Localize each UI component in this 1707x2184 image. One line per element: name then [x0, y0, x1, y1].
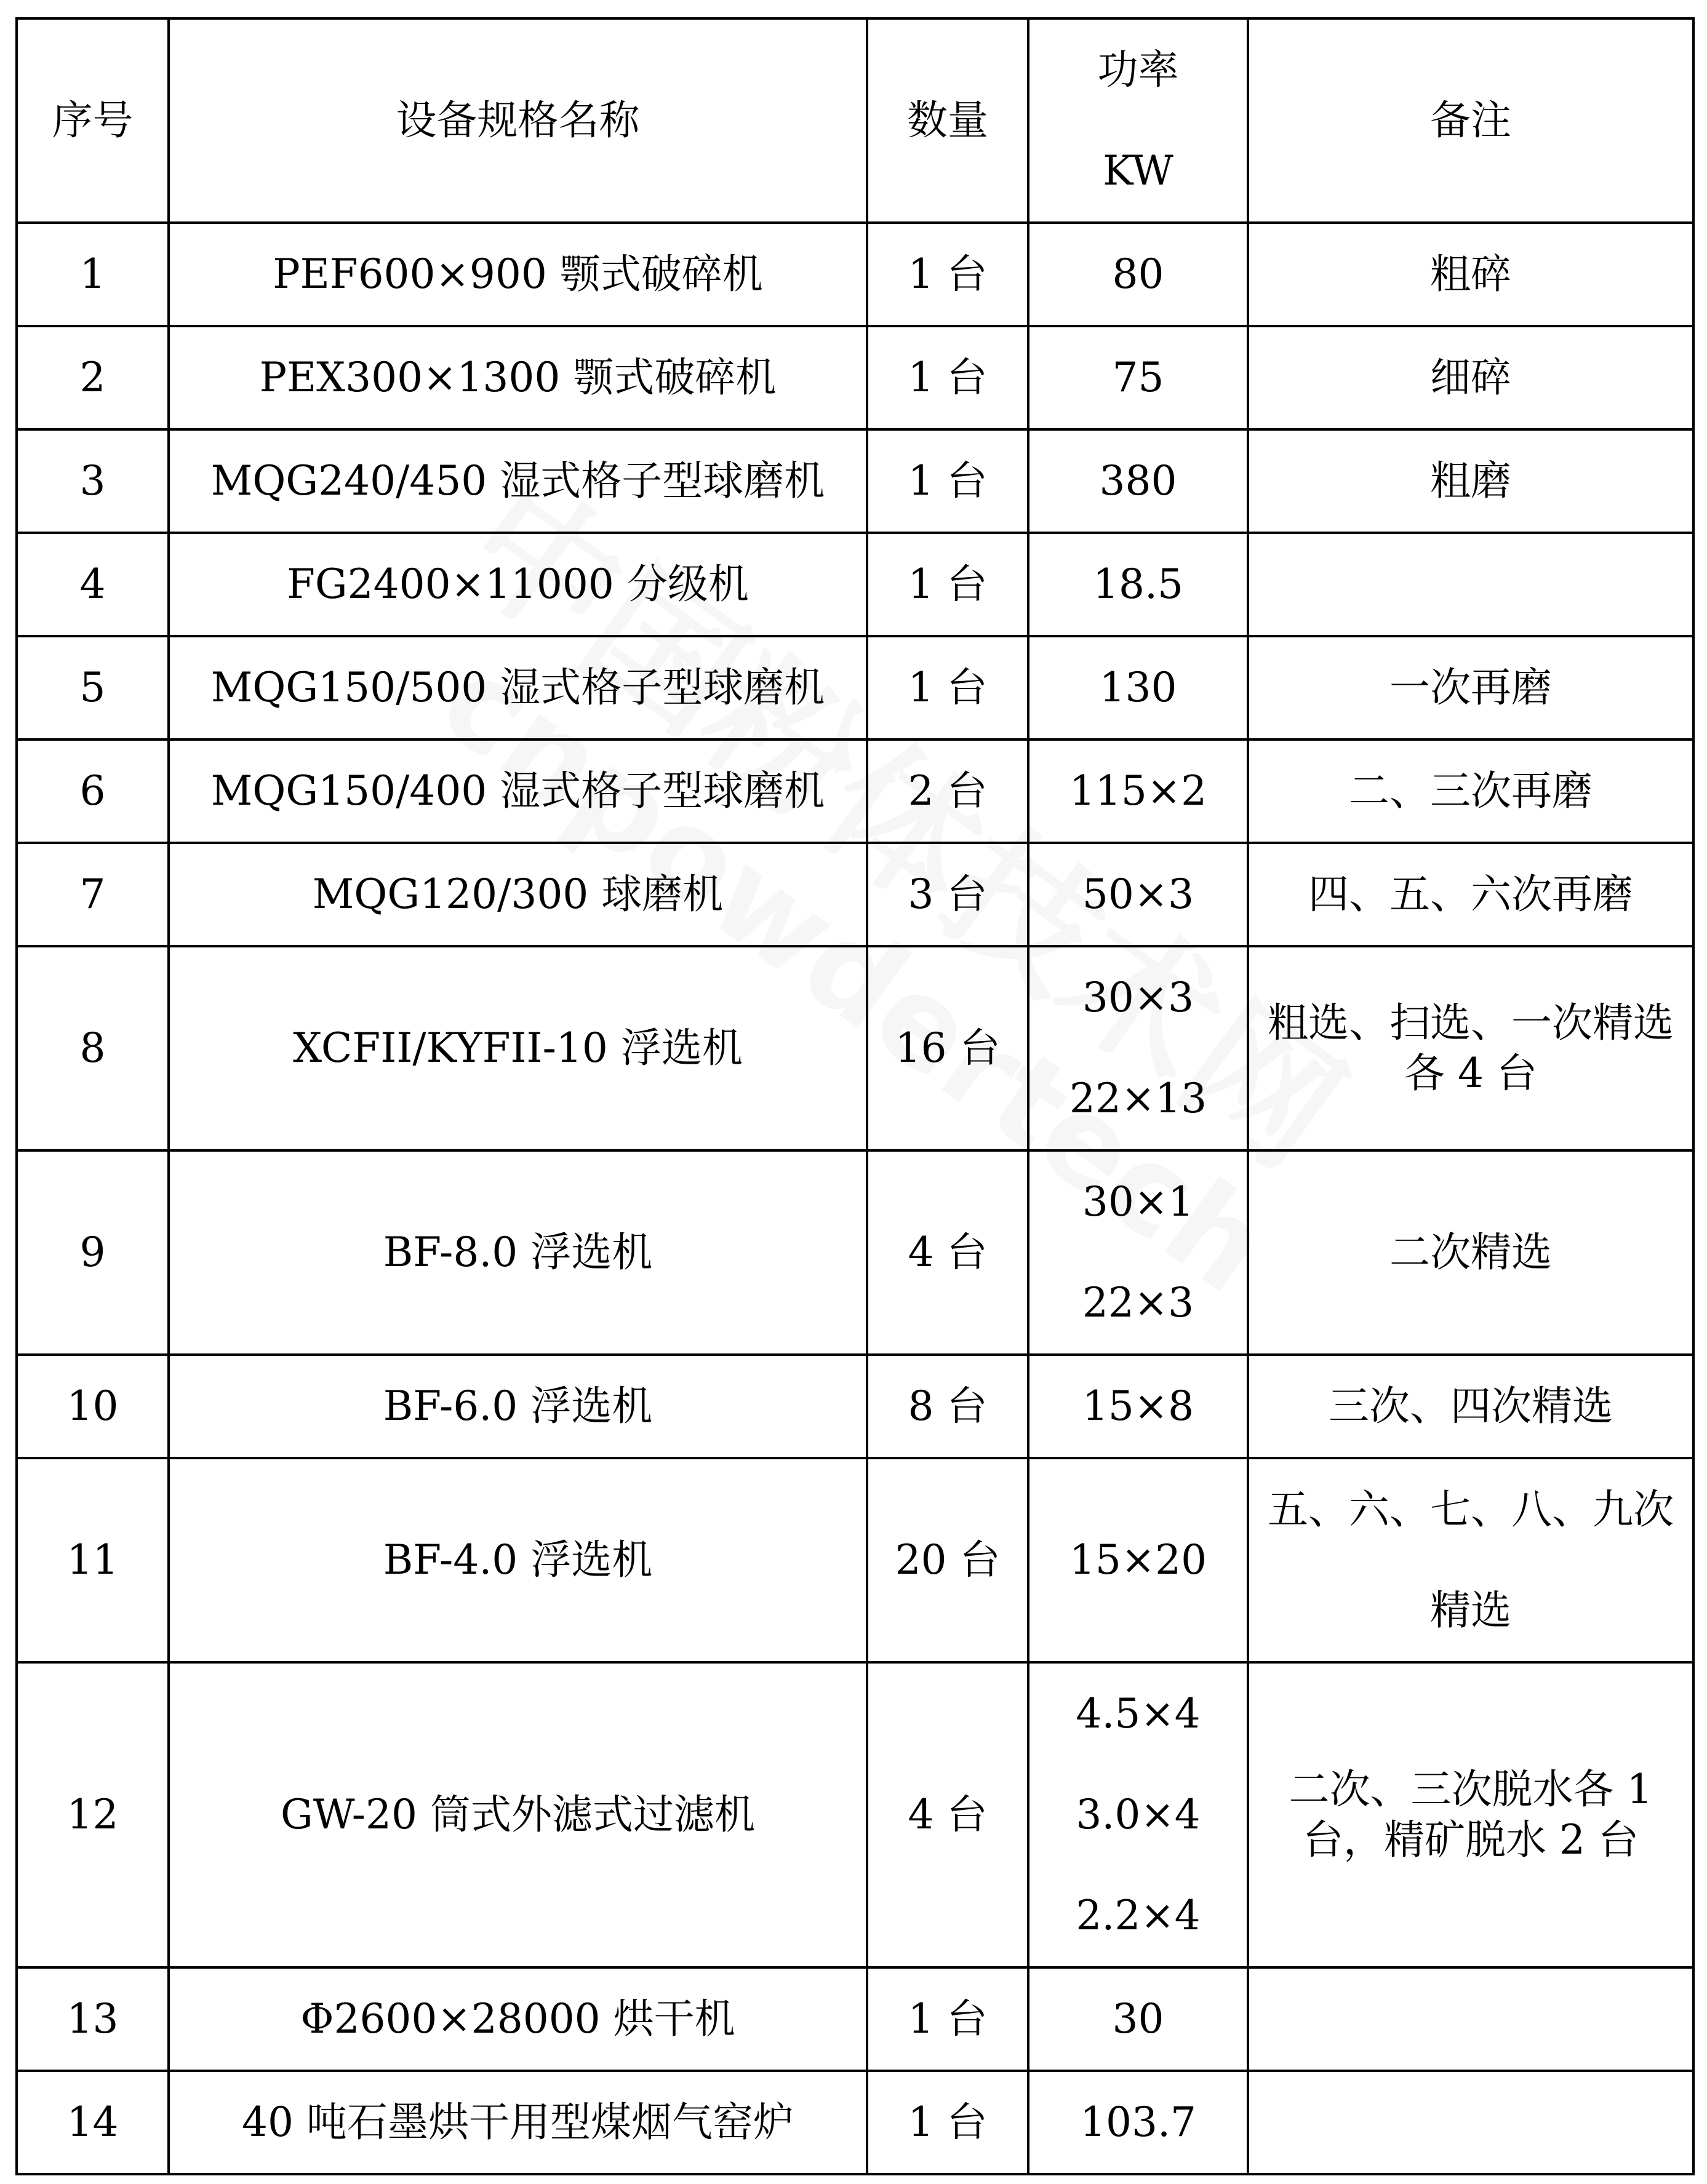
cell-power: [1028, 326, 1248, 429]
cell-name: 40 吨石墨烘干用型煤烟气窑炉: [169, 2071, 867, 2174]
cell-no: 4: [17, 533, 169, 636]
cell-name: BF-8.0 浮选机: [169, 1150, 867, 1355]
power-line: 115×2: [1069, 767, 1207, 815]
table-row: [17, 1355, 1693, 1458]
cell-no: 10: [17, 1355, 169, 1458]
power-line: 50×3: [1082, 871, 1194, 918]
power-line: 18.5: [1093, 560, 1183, 608]
cell-qty: 4 台: [867, 1150, 1028, 1355]
header-no: 序号: [17, 18, 169, 223]
cell-no: 13: [17, 1967, 169, 2071]
table-row: [17, 2071, 1693, 2174]
power-line: 30: [1112, 1995, 1164, 2043]
table-row: [17, 429, 1693, 533]
cell-qty: 1 台: [867, 223, 1028, 326]
header-power-label: 功率: [1097, 46, 1179, 94]
cell-power: [1028, 1150, 1248, 1355]
cell-qty: 16 台: [867, 946, 1028, 1150]
cell-name: PEF600×900 颚式破碎机: [169, 223, 867, 326]
power-line: 380: [1099, 457, 1177, 504]
cell-remark: [1248, 533, 1693, 636]
cell-name: XCFII/KYFII-10 浮选机: [169, 946, 867, 1150]
table-row: [17, 1458, 1693, 1662]
cell-no: 1: [17, 223, 169, 326]
cell-remark: 四、五、六次再磨: [1248, 843, 1693, 946]
cell-power: [1028, 223, 1248, 326]
header-remark: 备注: [1248, 18, 1693, 223]
power-line: 22×3: [1082, 1279, 1194, 1326]
table-row: [17, 1967, 1693, 2071]
cell-qty: 2 台: [867, 739, 1028, 843]
cell-no: 6: [17, 739, 169, 843]
header-power-unit: KW: [1103, 147, 1173, 194]
cell-no: 11: [17, 1458, 169, 1662]
cell-remark: 细碎: [1248, 326, 1693, 429]
cell-name: MQG120/300 球磨机: [169, 843, 867, 946]
equipment-sheet: [15, 17, 1695, 2175]
table-row: [17, 326, 1693, 429]
cell-qty: 1 台: [867, 636, 1028, 739]
cell-power: [1028, 2071, 1248, 2174]
header-power: [1028, 18, 1248, 223]
cell-power: [1028, 1662, 1248, 1967]
table-body: [17, 223, 1693, 2174]
cell-no: 2: [17, 326, 169, 429]
table-row: [17, 739, 1693, 843]
cell-qty: 1 台: [867, 2071, 1028, 2174]
table-row: [17, 533, 1693, 636]
power-line: 22×13: [1069, 1075, 1207, 1122]
cell-name: FG2400×11000 分级机: [169, 533, 867, 636]
cell-qty: 20 台: [867, 1458, 1028, 1662]
cell-remark: 五、六、七、八、九次精选: [1248, 1458, 1693, 1662]
cell-no: 8: [17, 946, 169, 1150]
cell-qty: 1 台: [867, 429, 1028, 533]
cell-remark: 二次精选: [1248, 1150, 1693, 1355]
cell-name: Φ2600×28000 烘干机: [169, 1967, 867, 2071]
table-row: [17, 223, 1693, 326]
power-line: 30×1: [1082, 1178, 1194, 1226]
cell-name: MQG150/400 湿式格子型球磨机: [169, 739, 867, 843]
power-line: 4.5×4: [1076, 1690, 1201, 1737]
cell-power: [1028, 636, 1248, 739]
cell-remark: 二次、三次脱水各 1 台，精矿脱水 2 台: [1248, 1662, 1693, 1967]
cell-no: 14: [17, 2071, 169, 2174]
cell-remark: [1248, 2071, 1693, 2174]
table-row: [17, 946, 1693, 1150]
cell-name: MQG150/500 湿式格子型球磨机: [169, 636, 867, 739]
header-row: [17, 18, 1693, 223]
power-line: 2.2×4: [1076, 1892, 1201, 1939]
cell-power: [1028, 843, 1248, 946]
cell-name: GW-20 筒式外滤式过滤机: [169, 1662, 867, 1967]
cell-no: 12: [17, 1662, 169, 1967]
cell-name: BF-6.0 浮选机: [169, 1355, 867, 1458]
header-name: 设备规格名称: [169, 18, 867, 223]
cell-remark: 粗选、扫选、一次精选各 4 台: [1248, 946, 1693, 1150]
cell-no: 9: [17, 1150, 169, 1355]
cell-power: [1028, 1967, 1248, 2071]
cell-name: PEX300×1300 颚式破碎机: [169, 326, 867, 429]
cell-power: [1028, 1355, 1248, 1458]
cell-qty: 4 台: [867, 1662, 1028, 1967]
cell-power: [1028, 739, 1248, 843]
header-qty: 数量: [867, 18, 1028, 223]
cell-qty: 1 台: [867, 326, 1028, 429]
cell-name: BF-4.0 浮选机: [169, 1458, 867, 1662]
cell-power: [1028, 429, 1248, 533]
table-row: [17, 843, 1693, 946]
power-line: 75: [1112, 354, 1164, 401]
cell-no: 7: [17, 843, 169, 946]
cell-qty: 1 台: [867, 533, 1028, 636]
table-row: [17, 636, 1693, 739]
cell-remark: 粗磨: [1248, 429, 1693, 533]
cell-remark: [1248, 1967, 1693, 2071]
power-line: 130: [1099, 664, 1177, 711]
equipment-table: [15, 17, 1695, 2175]
power-line: 3.0×4: [1076, 1791, 1201, 1838]
cell-qty: 8 台: [867, 1355, 1028, 1458]
cell-remark: 粗碎: [1248, 223, 1693, 326]
cell-qty: 3 台: [867, 843, 1028, 946]
table-row: [17, 1150, 1693, 1355]
power-line: 80: [1112, 250, 1164, 298]
power-line: 15×8: [1082, 1382, 1194, 1430]
cell-power: [1028, 533, 1248, 636]
cell-remark: 一次再磨: [1248, 636, 1693, 739]
cell-remark: 二、三次再磨: [1248, 739, 1693, 843]
cell-power: [1028, 1458, 1248, 1662]
cell-no: 3: [17, 429, 169, 533]
cell-power: [1028, 946, 1248, 1150]
cell-no: 5: [17, 636, 169, 739]
table-row: [17, 1662, 1693, 1967]
cell-qty: 1 台: [867, 1967, 1028, 2071]
cell-name: MQG240/450 湿式格子型球磨机: [169, 429, 867, 533]
power-line: 15×20: [1069, 1536, 1207, 1584]
power-line: 30×3: [1082, 974, 1194, 1021]
power-line: 103.7: [1080, 2098, 1196, 2146]
cell-remark: 三次、四次精选: [1248, 1355, 1693, 1458]
